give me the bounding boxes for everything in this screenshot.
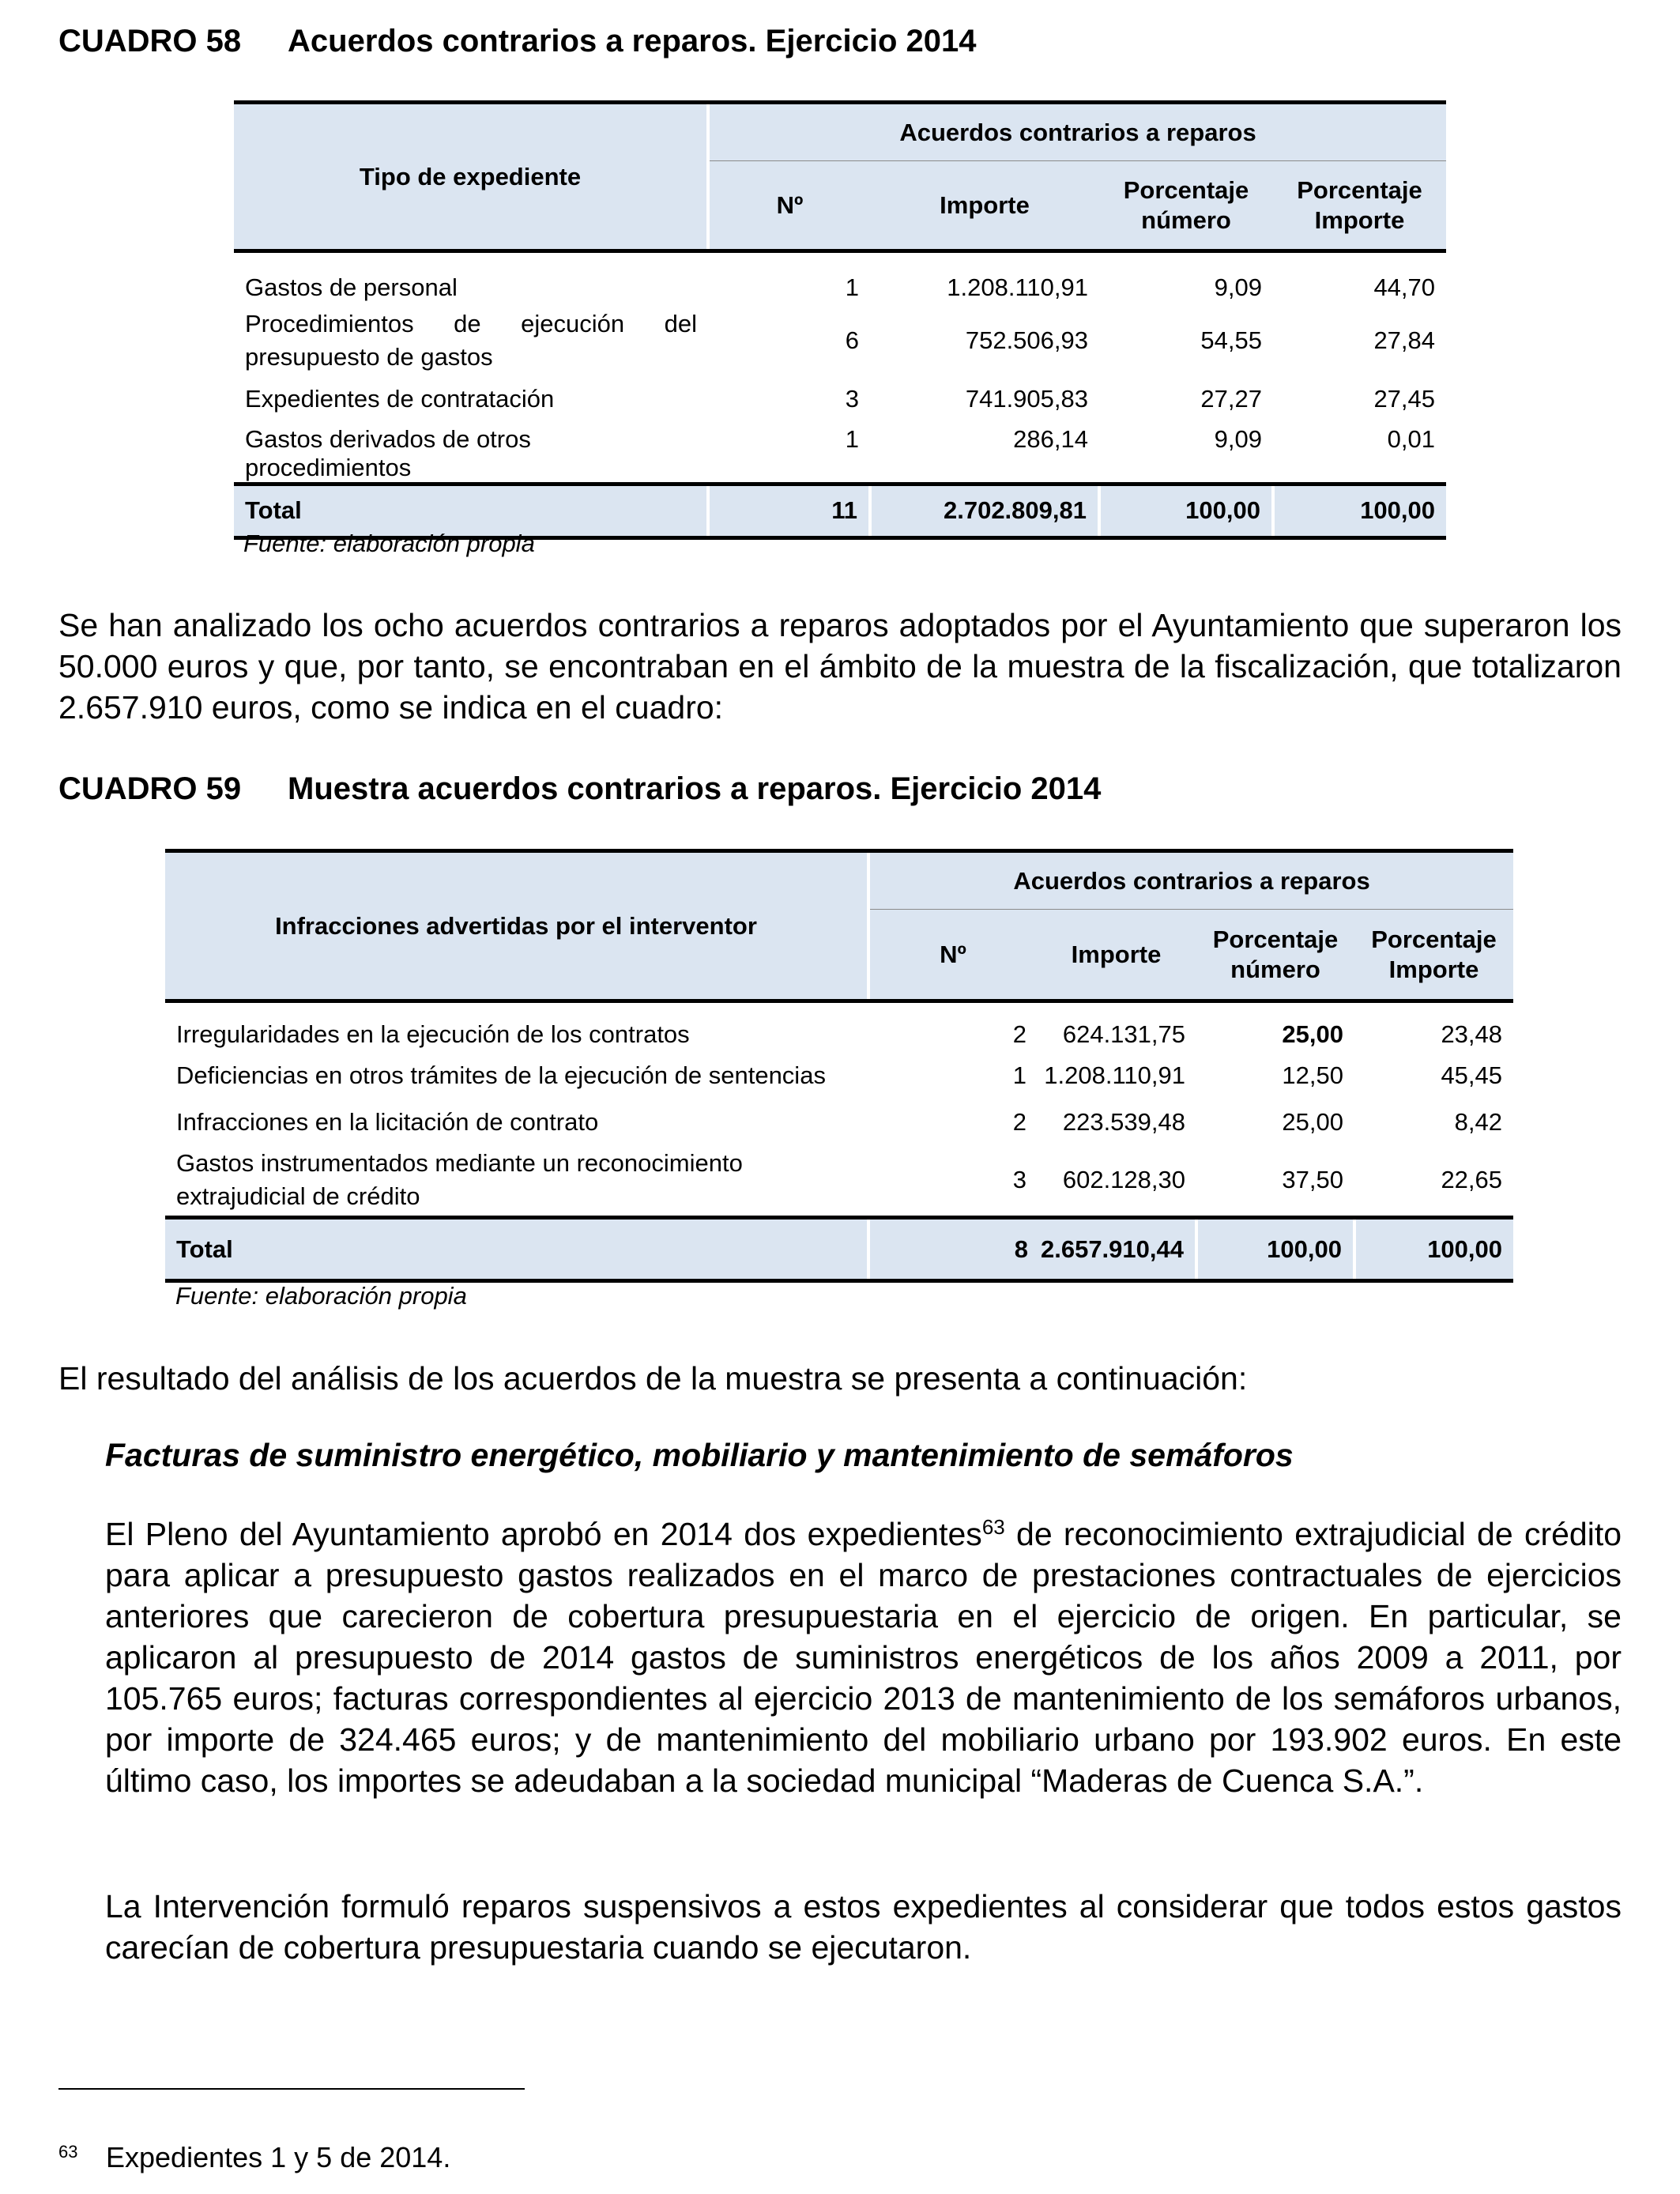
cuadro-59-caption: [58, 770, 1101, 808]
cuadro-58-header-pct-importe: Porcentaje Importe: [1297, 175, 1422, 234]
paragraph-3: El Pleno del Ayuntamiento aprobó en 2014 dos expedientes$^{63}$ de reconocimiento extrajudicial de crédito para aplicar a presupuesto gastos realizados en el marco de prestaciones contractuales de ejercicios anteriores que carecieron de cobertura presupuestaria en el ejercicio de origen. En particular, se aplicaron al presupuesto de 2014 gastos de suministros energéticos de los años 2009 a 2011, por 105.765 euros; facturas correspondientes al ejercicio 2013 de mantenimiento de los semáforos urbanos, por importe de 324.465 euros; y de mantenimiento del mobiliario urbano por 193.902 euros. En este último caso, los importes se adeudaban a la sociedad municipal “Maderas de Cuenca S.A.”.: [105, 1515, 1622, 1799]
cuadro-58-title: Acuerdos contrarios a reparos. Ejercicio 2014: [288, 24, 977, 58]
cuadro-58-total-row: Total 11 2.702.809,81 100,00 100,00: [234, 484, 1446, 537]
cuadro-58-number: CUADRO 58: [58, 24, 242, 58]
table-row: Irregularidades en la ejecución de los contratos 2 624.131,75 25,00 23,48: [176, 1020, 1503, 1048]
table-row: Gastos instrumentados mediante un reconocimiento extrajudicial de crédito 3 602.128,30 37,50 22,65: [176, 1149, 1503, 1211]
cuadro-59-number: CUADRO 59: [58, 771, 242, 806]
cuadro-58-source: Fuente: elaboración propia: [243, 530, 535, 557]
cuadro-59-source: Fuente: elaboración propia: [175, 1282, 467, 1310]
cuadro-59-title: Muestra acuerdos contrarios a reparos. Ejercicio 2014: [288, 771, 1102, 806]
cuadro-59-header-importe: Importe: [1071, 940, 1162, 968]
table-row: Infracciones en la licitación de contrato 2 223.539,48 25,00 8,42: [176, 1107, 1503, 1136]
table-row: Gastos de personal 1 1.208.110,91 9,09 44,70: [245, 273, 1436, 301]
section-subheading: Facturas de suministro energético, mobiliario y mantenimiento de semáforos: [105, 1437, 1294, 1473]
cuadro-59-table: [165, 849, 1513, 1283]
cuadro-58-header-pct-numero: Porcentaje número: [1123, 175, 1249, 234]
footnote-reference[interactable]: 63: [981, 1515, 1005, 1539]
cuadro-58-table: [234, 100, 1446, 540]
table-row: Procedimientos de ejecución del presupuesto de gastos 6 752.506,93 54,55 27,84: [245, 309, 1436, 371]
footnote: [58, 2140, 450, 2175]
table-row: Expedientes de contratación 3 741.905,83 27,27 27,45: [245, 384, 1436, 413]
cuadro-59-header-n: Nº: [940, 940, 966, 968]
footnote-divider: [58, 2088, 525, 2090]
footnote-text: Expedientes 1 y 5 de 2014.: [106, 2141, 451, 2173]
cuadro-59-header-pct-numero: Porcentaje número: [1212, 925, 1339, 983]
cuadro-58-header-tipo: Tipo de expediente: [234, 103, 708, 251]
table-row: Deficiencias en otros trámites de la ejecución de sentencias 1 1.208.110,91 12,50 45,45: [176, 1061, 1503, 1089]
cuadro-58-caption: [58, 22, 977, 60]
cuadro-58-header-n: Nº: [708, 161, 870, 251]
table-row: Gastos derivados de otros procedimientos 1 286,14 9,09 0,01: [245, 424, 1436, 481]
cuadro-59-header-group: Acuerdos contrarios a reparos: [868, 851, 1513, 910]
cuadro-59-header-infracciones: Infracciones advertidas por el interventor: [165, 851, 868, 1001]
cuadro-59-header-pct-importe: Porcentaje Importe: [1371, 925, 1497, 983]
footnote-number: 63: [58, 2142, 78, 2162]
cuadro-59-total-row: Total 8 2.657.910,44 100,00 100,00: [165, 1218, 1513, 1281]
paragraph-4: La Intervención formuló reparos suspensivos a estos expedientes al considerar que todos estos gastos carecían de cobertura presupuestaria cuando se ejecutaron.: [105, 1888, 1622, 1966]
paragraph-1: Se han analizado los ocho acuerdos contrarios a reparos adoptados por el Ayuntamiento que superaron los 50.000 euros y que, por tanto, se encontraban en el ámbito de la muestra de la fiscalización, que totalizaron 2.657.910 euros, como se indica en el cuadro:: [58, 607, 1622, 726]
cuadro-58-header-importe: Importe: [940, 190, 1030, 219]
cuadro-58-header-group: Acuerdos contrarios a reparos: [708, 103, 1446, 161]
paragraph-2: El resultado del análisis de los acuerdos de la muestra se presenta a continuación:: [58, 1360, 1248, 1397]
